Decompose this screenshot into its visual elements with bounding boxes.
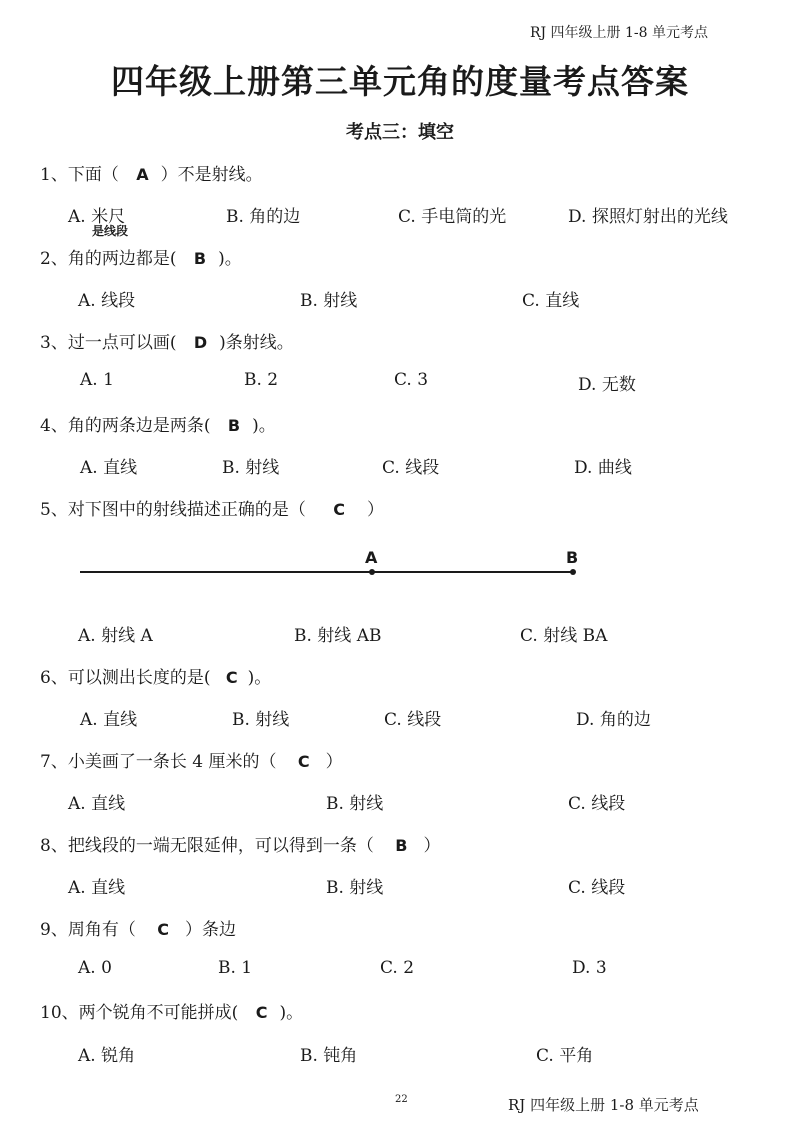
question-stem-end: )条射线。	[219, 333, 294, 353]
question-number: 5、	[40, 500, 68, 520]
option-c: C. 线段	[384, 710, 442, 730]
option-a: A. 直线	[80, 458, 138, 478]
page-footer: RJ 四年级上册 1-8 单元考点	[508, 1096, 699, 1114]
answer: C	[297, 752, 310, 771]
question-number: 2、	[40, 249, 68, 269]
annotation-note: 是线段	[92, 224, 129, 238]
point-a-label: A	[365, 548, 378, 567]
option-b: B. 射线	[300, 291, 358, 311]
option-a: A. 锐角	[78, 1046, 136, 1066]
option-a: A. 线段	[78, 291, 136, 311]
point-b-label: B	[566, 548, 579, 567]
answer: C	[157, 920, 169, 939]
answer: C	[255, 1003, 268, 1022]
option-c: C. 线段	[382, 458, 440, 478]
answer: C	[225, 668, 238, 687]
option-a: A. 直线	[80, 710, 138, 730]
answer: B	[227, 416, 241, 435]
option-b: B. 射线	[326, 878, 384, 898]
question-stem: 角的两条边是两条(	[67, 416, 211, 436]
question-6	[40, 663, 271, 688]
question-number: 6、	[40, 668, 68, 688]
page-header: RJ 四年级上册 1-8 单元考点	[529, 25, 708, 41]
question-number: 4、	[40, 416, 68, 436]
option-a: A. 射线 A	[78, 626, 153, 646]
option-d: D. 角的边	[576, 710, 651, 730]
option-b: B. 角的边	[226, 207, 301, 227]
option-c: C. 平角	[536, 1046, 594, 1066]
page-number: 22	[395, 1094, 408, 1105]
point-b-dot	[570, 569, 576, 575]
point-a-dot	[369, 569, 375, 575]
section-subtitle: 考点三：填空	[346, 122, 454, 143]
option-a: A. 直线	[68, 794, 126, 814]
question-number: 8、	[40, 836, 68, 856]
option-c: C. 线段	[568, 878, 626, 898]
question-stem-end: )。	[279, 1003, 304, 1023]
question-stem: 两个锐角不可能拼成(	[78, 1003, 239, 1023]
option-d: D. 探照灯射出的光线	[568, 207, 728, 227]
answer: B	[193, 249, 207, 268]
option-b: B. 射线	[222, 458, 280, 478]
question-stem-end: ）条边	[184, 920, 236, 940]
question-stem-end: ）	[366, 500, 384, 520]
question-stem-end: ）	[325, 752, 343, 772]
question-stem: 下面（	[67, 165, 119, 185]
option-c: C. 直线	[522, 291, 580, 311]
option-a: A. 1	[80, 370, 114, 390]
option-b: B. 射线	[232, 710, 290, 730]
option-c: C. 手电筒的光	[398, 207, 507, 227]
option-c: C. 2	[380, 958, 415, 978]
question-stem-end: )。	[218, 249, 242, 269]
question-stem: 可以测出长度的是(	[67, 668, 211, 688]
option-b: B. 射线 AB	[294, 626, 382, 646]
question-9	[40, 915, 236, 940]
answer: B	[395, 836, 408, 855]
option-d: D. 无数	[578, 375, 636, 395]
question-number: 10、	[40, 1003, 79, 1023]
option-d: D. 3	[572, 958, 607, 978]
option-c: C. 线段	[568, 794, 626, 814]
question-number: 7、	[40, 752, 68, 772]
question-stem: 把线段的一端无限延伸，可以得到一条（	[67, 836, 374, 856]
option-d: D. 曲线	[574, 458, 632, 478]
question-stem: 过一点可以画(	[67, 333, 177, 353]
option-c: C. 3	[394, 370, 429, 390]
question-stem-end: )。	[247, 668, 272, 688]
option-a: A. 米尺	[68, 207, 126, 227]
option-b: B. 钝角	[300, 1046, 358, 1066]
option-a: A. 直线	[68, 878, 126, 898]
option-b: B. 2	[244, 370, 279, 390]
option-b: B. 1	[218, 958, 253, 978]
question-number: 3、	[40, 333, 68, 353]
answer: C	[333, 500, 345, 519]
question-7	[40, 747, 343, 772]
question-number: 9、	[40, 920, 68, 940]
question-stem: 角的两边都是(	[67, 249, 177, 269]
answer: D	[193, 333, 208, 352]
question-number: 1、	[40, 165, 68, 185]
answer: A	[136, 165, 149, 184]
question-stem: 对下图中的射线描述正确的是（	[67, 500, 306, 520]
question-stem: 周角有（	[67, 920, 136, 940]
question-stem: 小美画了一条长 4 厘米的（	[67, 752, 277, 772]
question-8	[40, 831, 440, 856]
option-b: B. 射线	[326, 794, 384, 814]
option-c: C. 射线 BA	[520, 626, 608, 646]
question-stem-end: )。	[252, 416, 276, 436]
option-a: A. 0	[78, 958, 112, 978]
question-stem-end: ）不是射线。	[160, 165, 263, 185]
page-title: 四年级上册第三单元角的度量考点答案	[111, 62, 689, 101]
question-10	[40, 998, 303, 1023]
question-stem-end: ）	[423, 836, 441, 856]
